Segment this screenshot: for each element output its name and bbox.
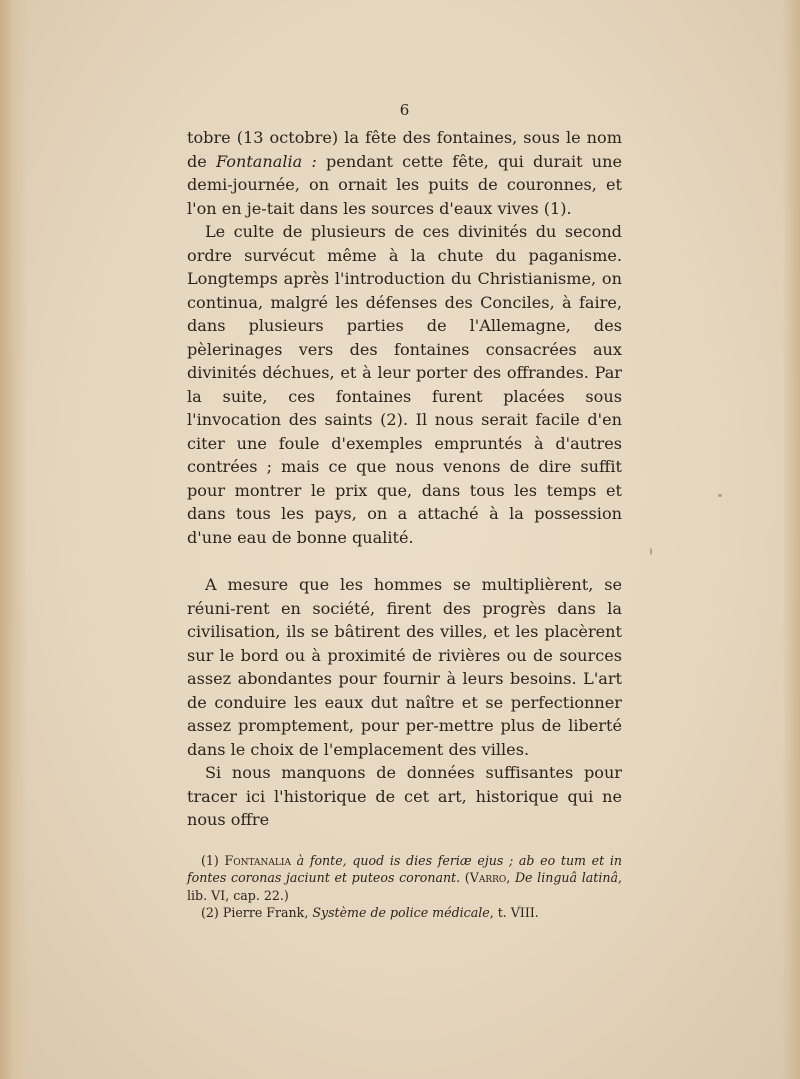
footnote-1-author: Varro — [469, 870, 507, 885]
footnote-1-name: Fontanalia — [224, 852, 291, 868]
footnote-2-sep: , — [304, 905, 313, 920]
footnote-1-number: (1) — [201, 852, 225, 868]
paper-speck — [650, 548, 652, 555]
paragraph-3: A mesure que les hommes se multiplièrent, se réuni-rent en société, firent des progrès dans la civilisation, ils se bâtirent des villes, et les placèrent sur le bord ou à proximité de rivières ou de sources assez abondantes pour fournir à leurs besoins. L'art de conduire les eaux dut naître et se perfectionner assez promptement, pour per-mettre plus de liberté dans le choix de l'emplacement des villes. — [187, 575, 622, 759]
paragraph-2: Le culte de plusieurs de ces divinités du second ordre survécut même à la chute du paganisme. Longtemps après l'introduction du Christianisme, on continua, malgré les défenses des Conciles, à faire, dans plusieurs parties de l'Allemagne, des pèlerinages vers des fontaines consacrées aux divinités déchues, et à leur porter des offrandes. Par la suite, ces fontaines furent placées sous l'invocation des saints (2). Il nous serait facile d'en citer une foule d'exemples empruntés à d'autres contrées ; mais ce que nous venons de dire suffit pour montrer le prix que, dans tous les temps et dans tous les pays, on a attaché à la possession d'une eau de bonne qualité. — [187, 222, 622, 547]
paragraph-1-text-a: tobre (13 octobre) la fête des fontaines, sous le nom de — [187, 128, 622, 171]
footnote-1-rest: , lib. VI, cap. 22.) — [187, 870, 622, 903]
footnote-1-open: ( — [460, 870, 470, 885]
page-left-edge — [0, 0, 28, 1079]
paragraph-1-text-c: pendant cette fête, qui durait une demi-journée, on ornait les puits de couronnes, et l'on en je-tait dans les sources d'eaux vives (1). — [187, 151, 622, 218]
footnote-1-work: De linguâ latinâ — [514, 870, 618, 885]
page-right-edge — [782, 0, 800, 1079]
text-block — [187, 100, 622, 922]
page-number: 6 — [399, 101, 410, 119]
fontanalia-term: Fontanalia : — [216, 151, 317, 171]
footnote-1-sep: , — [506, 870, 515, 885]
footnote-1 — [187, 852, 622, 905]
paper-speck — [718, 494, 722, 497]
paragraph-4: Si nous manquons de données suffisantes pour tracer ici l'historique de cet art, historique qui ne nous offre — [187, 763, 622, 829]
footnote-2 — [187, 904, 622, 922]
paragraph-1 — [187, 126, 622, 220]
footnote-2-work: Système de police médicale — [312, 905, 490, 920]
footnotes — [187, 852, 622, 922]
footnote-2-author: Pierre Frank — [222, 905, 305, 920]
footnote-1-latin: à fonte, quod is dies feriæ ejus ; ab eo tum et in fontes coronas jaciunt et puteos coronant. — [187, 852, 623, 885]
footnote-2-number: (2) — [201, 905, 223, 920]
footnote-2-rest: , t. VIII. — [489, 905, 539, 920]
body-text — [187, 126, 622, 832]
section-gap — [187, 549, 622, 573]
